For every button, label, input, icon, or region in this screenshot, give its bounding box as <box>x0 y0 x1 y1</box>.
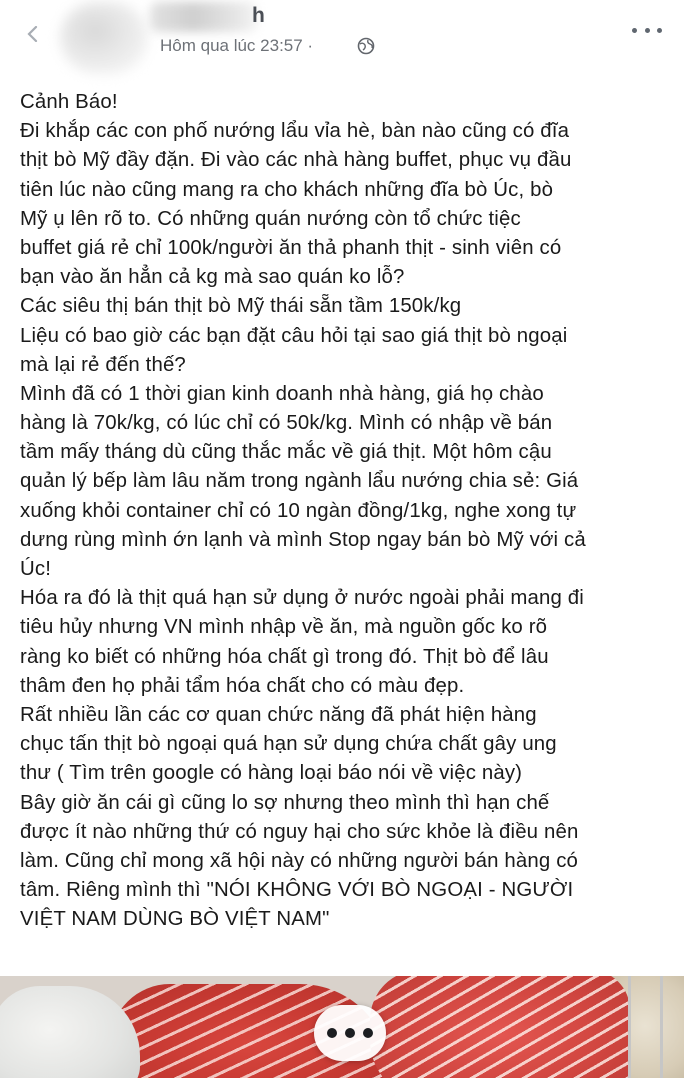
photo-meat-slice <box>370 976 630 1078</box>
author-name-suffix[interactable]: h <box>252 4 266 27</box>
author-name-redacted[interactable] <box>150 2 258 32</box>
post-line: buffet giá rẻ chỉ 100k/người ăn thả phanh thịt - sinh viên có <box>20 236 562 259</box>
post-line: Hóa ra đó là thịt quá hạn sử dụng ở nước ngoài phải mang đi <box>20 587 584 610</box>
pager-dot <box>363 1028 373 1038</box>
post-line: chục tấn thịt bò ngoại quá hạn sử dụng chứa chất gây ung <box>20 733 557 756</box>
post-header <box>0 0 684 76</box>
pager-dot <box>327 1028 337 1038</box>
post-line: bạn vào ăn hẳn cả kg mà sao quán ko lỗ? <box>20 266 405 289</box>
post-line: quản lý bếp làm lâu năm trong ngành lẩu nướng chia sẻ: Giá <box>20 470 579 493</box>
more-photos-icon[interactable] <box>314 1005 386 1061</box>
post-line: Cảnh Báo! <box>20 91 118 113</box>
post-line: làm. Cũng chỉ mong xã hội này có những người bán hàng có <box>20 849 579 872</box>
chevron-left-icon[interactable] <box>26 26 38 40</box>
post-line: tầm mấy tháng dù cũng thắc mắc về giá thịt. Một hôm cậu <box>20 441 552 464</box>
post-line: thư ( Tìm trên google có hàng loại báo nói về việc này) <box>20 762 523 785</box>
post-line: mà lại rẻ đến thế? <box>20 353 186 376</box>
post-line: Mình đã có 1 thời gian kinh doanh nhà hàng, giá họ chào <box>20 382 544 405</box>
post-line: thâm đen họ phải tẩm hóa chất cho có màu đẹp. <box>20 674 465 697</box>
post-line: tiên lúc nào cũng mang ra cho khách những đĩa bò Úc, bò <box>20 178 554 201</box>
photo-glove <box>0 986 140 1078</box>
more-dot <box>657 28 662 33</box>
pager-dot <box>345 1028 355 1038</box>
post-line: hàng là 70k/kg, có lúc chỉ có 50k/kg. Mình có nhập về bán <box>20 412 553 435</box>
post-line: VIỆT NAM DÙNG BÒ VIỆT NAM" <box>20 908 330 931</box>
post-line: Rất nhiều lần các cơ quan chức năng đã phát hiện hàng <box>20 703 537 726</box>
post-line: Các siêu thị bán thịt bò Mỹ thái sẵn tầm 150k/kg <box>20 295 462 318</box>
avatar[interactable] <box>60 2 148 74</box>
post-line: tâm. Riêng mình thì "NÓI KHÔNG VỚI BÒ NGOẠI - NGƯỜI <box>20 879 574 902</box>
post-text <box>20 88 680 934</box>
globe-icon <box>357 37 375 55</box>
post-line: ràng ko biết có những hóa chất gì trong đó. Thịt bò để lâu <box>20 645 549 668</box>
post-line: tiêu hủy nhưng VN mình nhập về ăn, mà nguồn gốc ko rõ <box>20 616 548 639</box>
more-dot <box>645 28 650 33</box>
post-line: được ít nào những thứ có nguy hại cho sức khỏe là điều nên <box>20 820 579 843</box>
post-line: Úc! <box>20 558 52 580</box>
post-line: Đi khắp các con phố nướng lẩu vỉa hè, bàn nào cũng có đĩa <box>20 120 570 143</box>
post-timestamp[interactable]: Hôm qua lúc 23:57 · <box>160 36 314 55</box>
post-line: dưng rùng mình ớn lạnh và mình Stop ngay bán bò Mỹ với cả <box>20 528 586 551</box>
more-dot <box>632 28 637 33</box>
post-line: thịt bò Mỹ đầy đặn. Đi vào các nhà hàng buffet, phục vụ đầu <box>20 149 572 172</box>
photo-wire <box>660 976 663 1078</box>
post-line: xuống khỏi container chỉ có 10 ngàn đồng/1kg, nghe xong tự <box>20 499 577 522</box>
post-line: Bây giờ ăn cái gì cũng lo sợ nhưng theo mình thì hạn chế <box>20 791 550 814</box>
more-options-icon[interactable] <box>632 22 662 38</box>
post-line: Mỹ ụ lên rõ to. Có những quán nướng còn tổ chức tiệc <box>20 207 521 230</box>
post-line: Liệu có bao giờ các bạn đặt câu hỏi tại sao giá thịt bò ngoại <box>20 324 568 347</box>
photo-wire <box>628 976 631 1078</box>
